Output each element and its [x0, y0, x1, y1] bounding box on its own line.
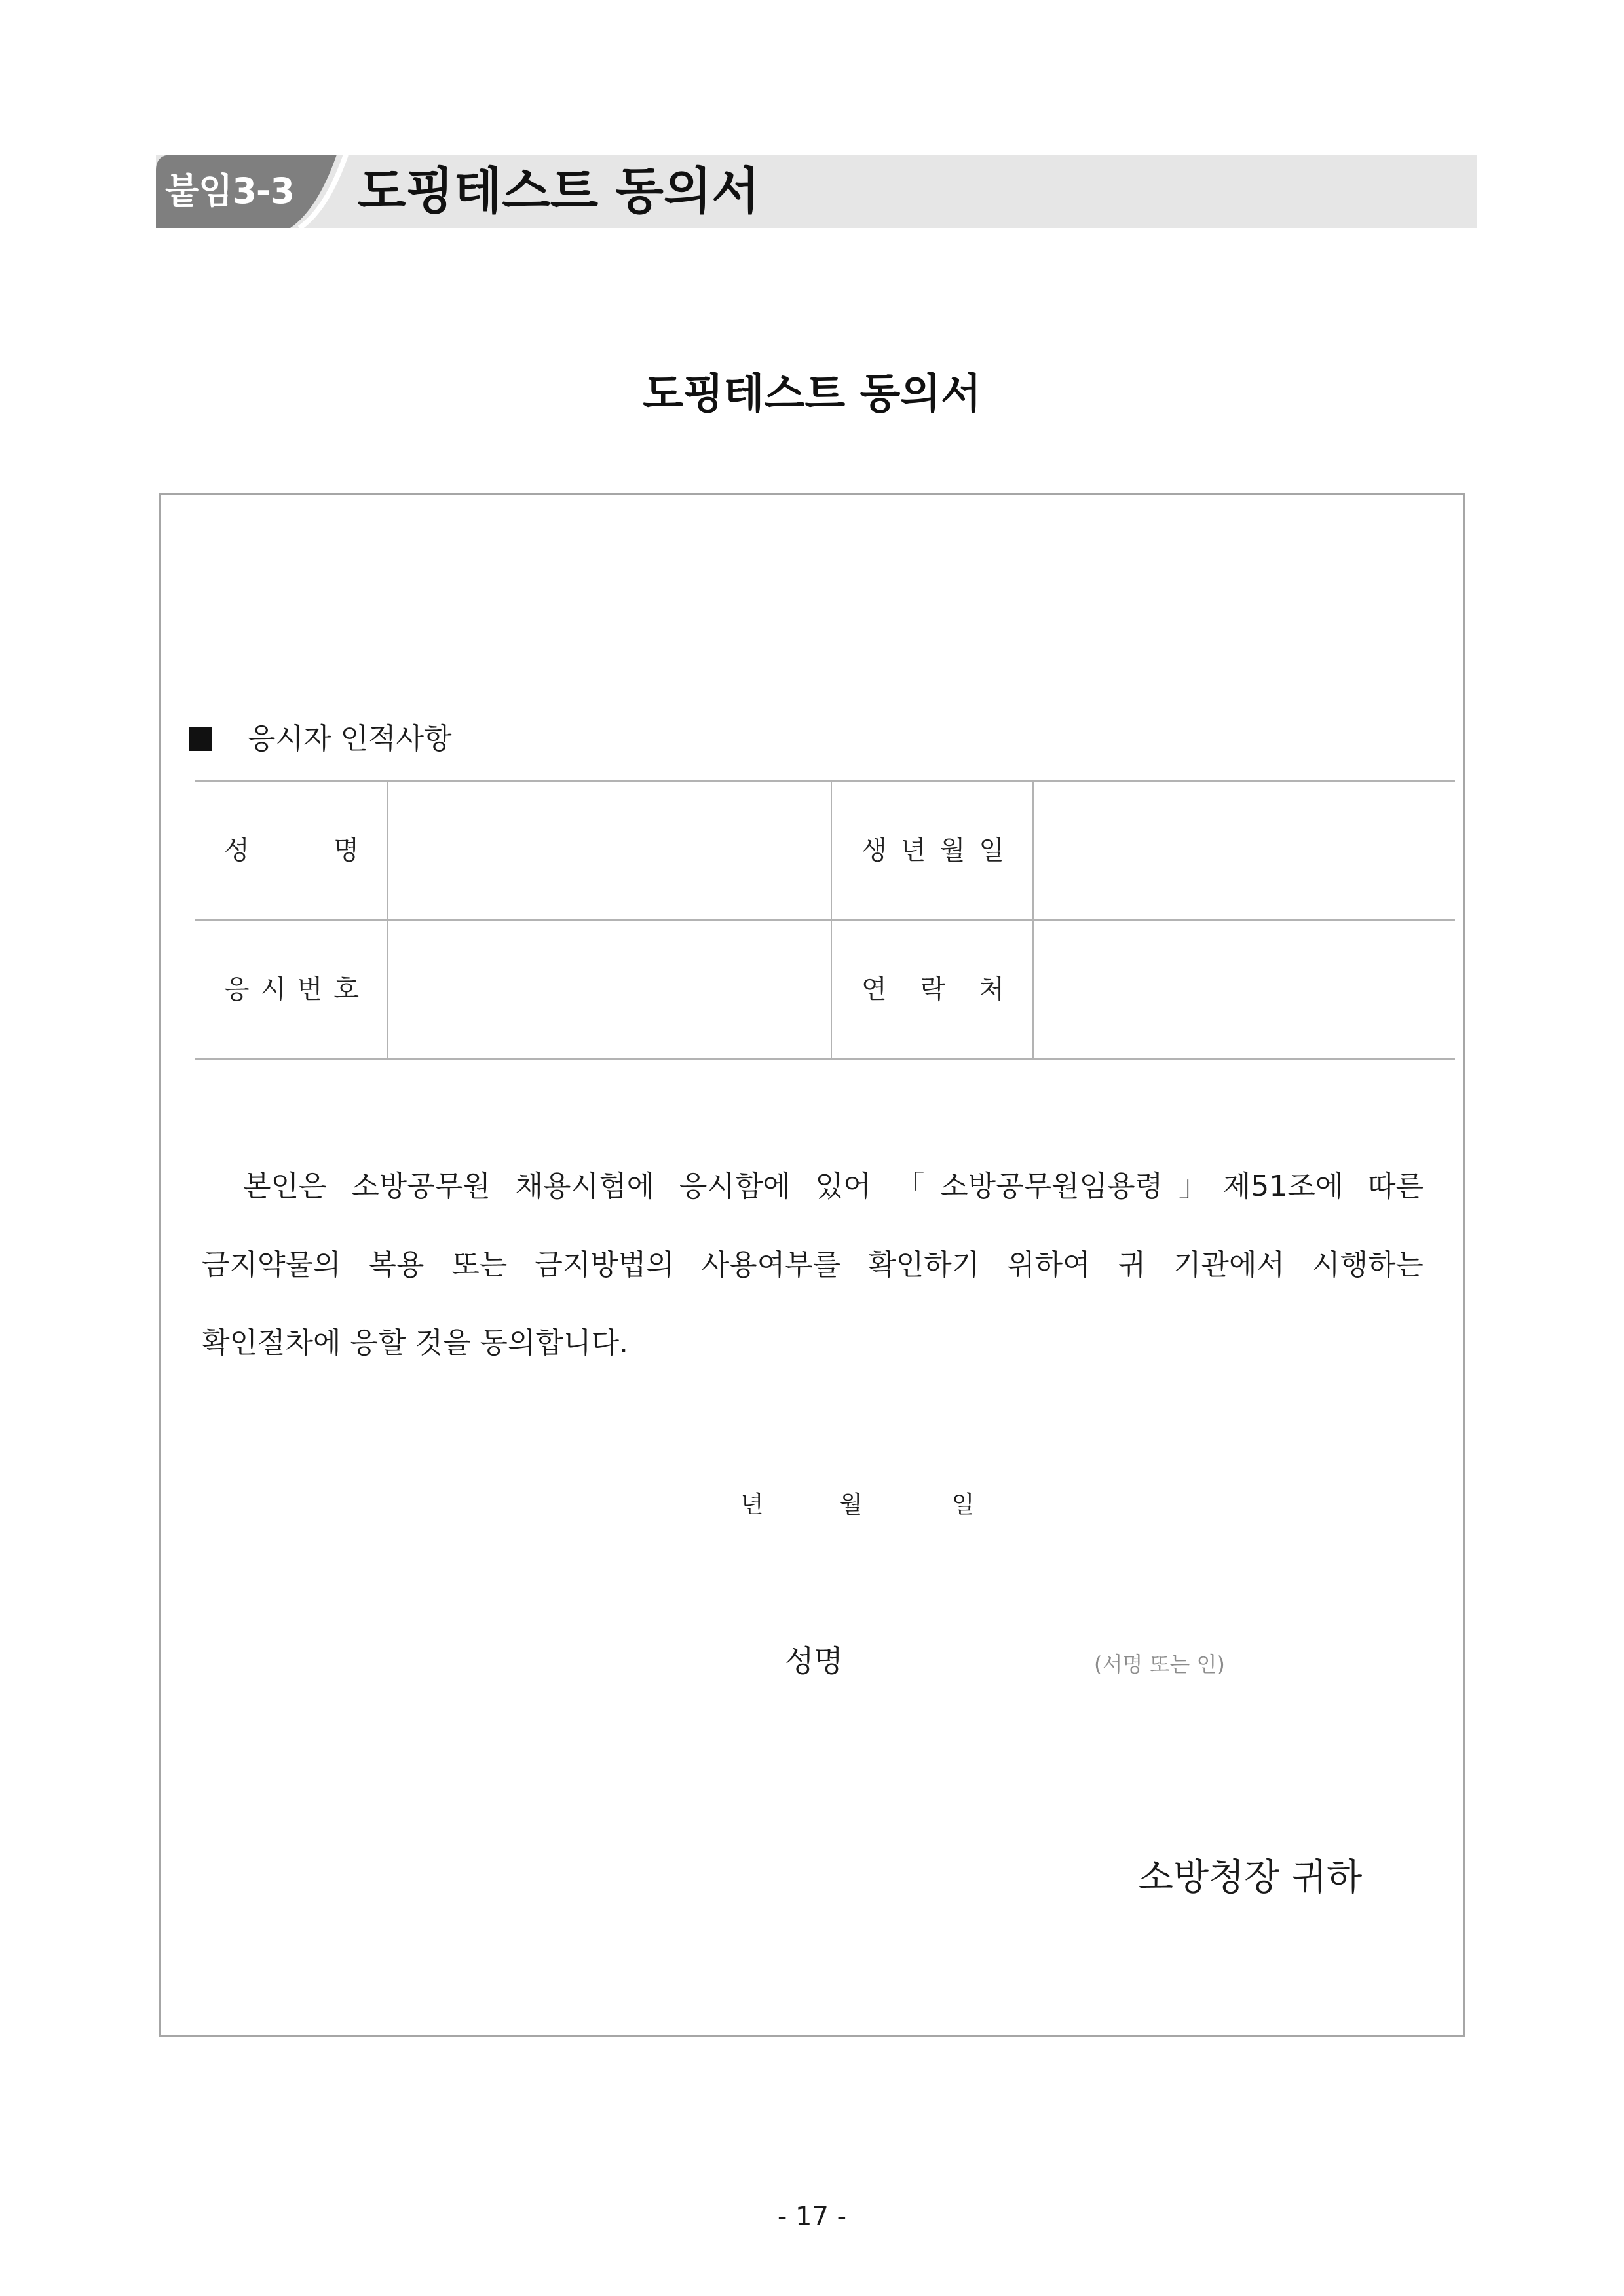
attachment-tab-label: 붙임3-3 [165, 170, 294, 212]
addressee: 소방청장 귀하 [1138, 1856, 1363, 1899]
applicant-info-table [195, 780, 1455, 1060]
signature-label: 성명 [785, 1643, 843, 1679]
table-cell-exam-number-label [195, 921, 388, 1060]
name-label: 성 명 [224, 835, 359, 866]
consent-text-line: 확인절차에 응할 것을 동의합니다. [202, 1326, 628, 1360]
exam-number-label: 응 시 번 호 [224, 974, 359, 1004]
birthdate-field [1034, 782, 1455, 921]
name-field [388, 782, 832, 921]
consent-text-line: 금지약물의 복용 또는 금지방법의 사용여부를 확인하기 위하여 귀 기관에서 시행하는 [202, 1248, 1424, 1282]
page-number: - 17 - [777, 2202, 847, 2232]
date-month-label: 월 [839, 1491, 863, 1518]
signature-hint: (서명 또는 인) [1094, 1652, 1225, 1677]
table-cell-name-label [195, 782, 388, 921]
date-day-label: 일 [951, 1491, 975, 1518]
contact-label: 연 락 처 [861, 974, 1004, 1004]
document-title: 도핑테스트 동의서 [643, 370, 981, 419]
section-heading: 응시자 인적사항 [248, 722, 452, 756]
table-cell-birthdate-label [832, 782, 1034, 921]
exam-number-field [388, 921, 832, 1060]
date-year-label: 년 [740, 1491, 764, 1518]
consent-text-line: 본인은 소방공무원 채용시험에 응시함에 있어 「소방공무원임용령」제51조에 따른 [243, 1170, 1424, 1203]
birthdate-label: 생 년 월 일 [861, 835, 1004, 866]
contact-field [1034, 921, 1455, 1060]
header-title: 도핑테스트 동의서 [358, 162, 760, 220]
table-cell-contact-label [832, 921, 1034, 1060]
square-bullet-icon [189, 727, 212, 751]
